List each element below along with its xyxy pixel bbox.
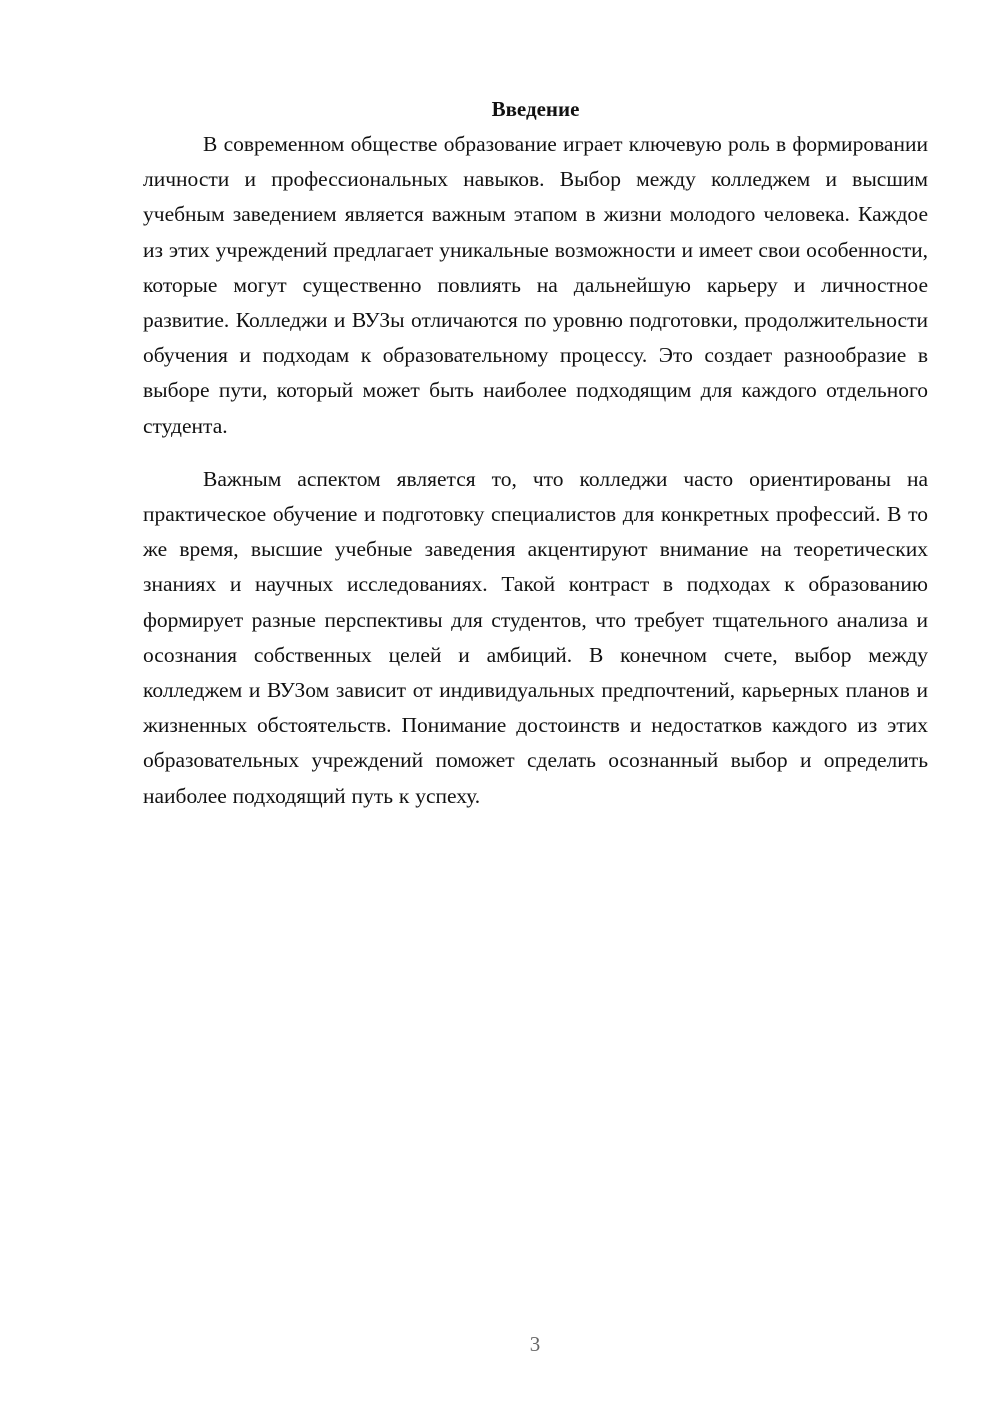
paragraph-2: Важным аспектом является то, что колледжи часто ориентированы на практическое обучение и подготовку специалистов для конкретных профессий. В то же время, высшие учебные заведения акцентируют внимание на теоретических знаниях и научных исследованиях. Такой контраст в подходах к образованию формирует разные перспективы для студентов, что требует тщательного анализа и осознания собственных целей и амбиций. В конечном счете, выбор между колледжем и ВУЗом зависит от индивидуальных предпочтений, карьерных планов и жизненных обстоятельств. Понимание достоинств и недостатков каждого из этих образовательных учреждений поможет сделать осознанный выбор и определить наиболее подходящий путь к успеху.: [143, 466, 928, 808]
page-number: 3: [529, 1332, 541, 1356]
section-heading: Введение: [491, 97, 580, 121]
document-body: [143, 92, 928, 814]
paragraph-1: В современном обществе образование играет ключевую роль в формировании личности и профессиональных навыков. Выбор между колледжем и высшим учебным заведением является важным этапом в жизни молодого человека. Каждое из этих учреждений предлагает уникальные возможности и имеет свои особенности, которые могут существенно повлиять на дальнейшую карьеру и личностное развитие. Колледжи и ВУЗы отличаются по уровню подготовки, продолжительности обучения и подходам к образовательному процессу. Это создает разнообразие в выборе пути, который может быть наиболее подходящим для каждого отдельного студента.: [143, 132, 928, 438]
